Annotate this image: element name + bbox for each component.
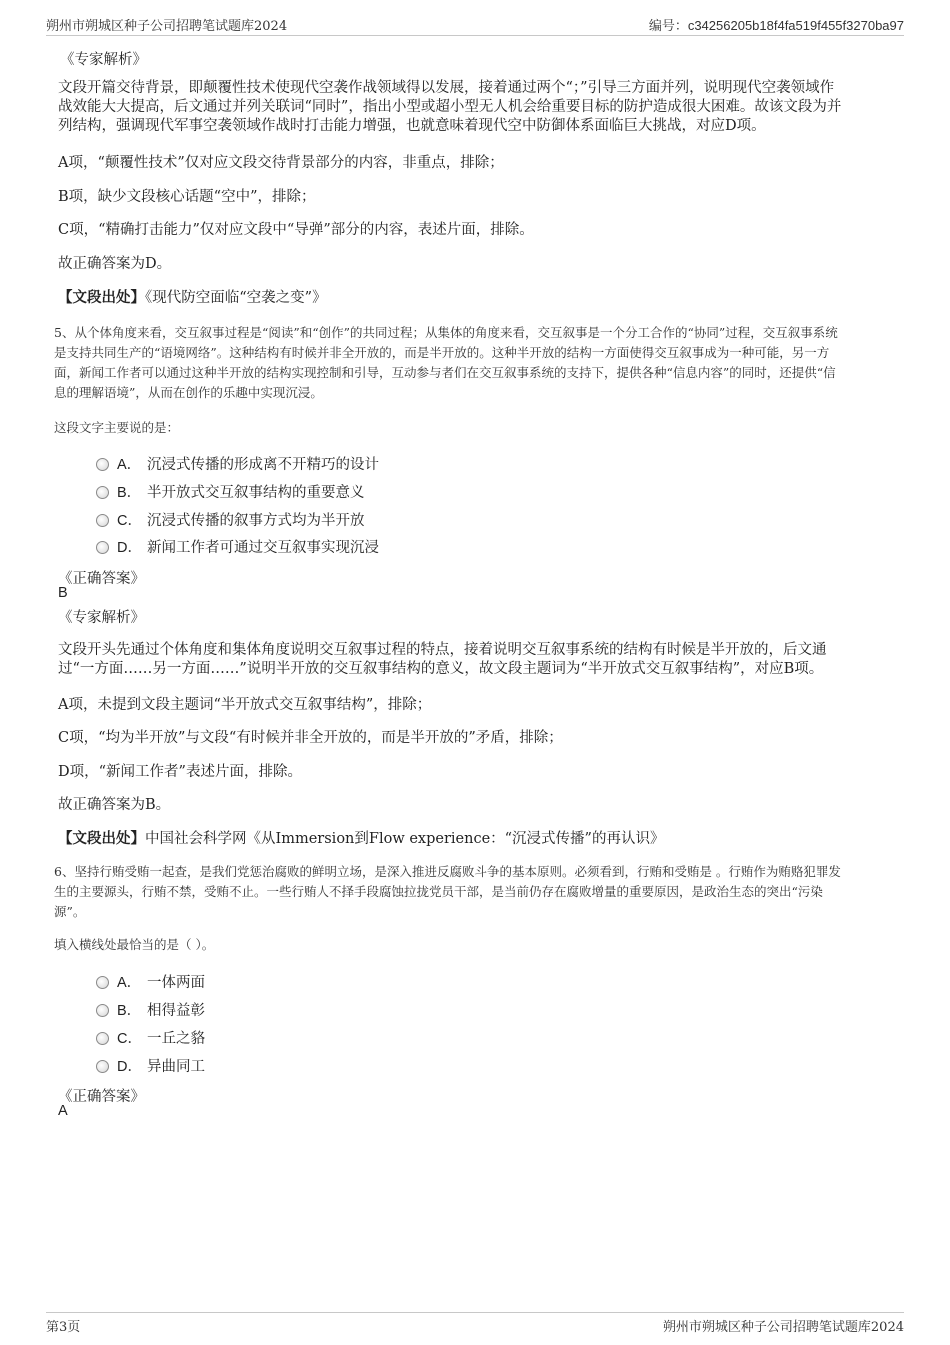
q5-source bbox=[58, 827, 664, 848]
footer-title: 朔州市朔城区种子公司招聘笔试题库2024 bbox=[662, 1320, 904, 1335]
q6-answer: A bbox=[58, 1103, 68, 1119]
page-footer bbox=[46, 1312, 904, 1335]
option-text: 沉浸式传播的形成离不开精巧的设计 bbox=[147, 457, 379, 473]
radio-icon[interactable] bbox=[96, 458, 109, 471]
q5-note-d: D项，“新闻工作者”表述片面，排除。 bbox=[58, 764, 302, 780]
option-text: 一体两面 bbox=[147, 975, 205, 991]
radio-icon[interactable] bbox=[96, 1060, 109, 1073]
q5-option-a[interactable] bbox=[96, 453, 379, 473]
q6-option-d[interactable] bbox=[96, 1055, 205, 1075]
q5-analysis bbox=[58, 641, 908, 679]
q6-option-b[interactable] bbox=[96, 999, 205, 1019]
radio-icon[interactable] bbox=[96, 976, 109, 989]
q4-analysis-line: 文段开篇交待背景，即颠覆性技术使现代空袭作战领域得以发展，接着通过两个“；”引导三方面并列，说明现代空袭领域作 bbox=[58, 80, 835, 96]
q6-option-a[interactable] bbox=[96, 971, 205, 991]
option-key: C． bbox=[117, 1031, 142, 1047]
radio-icon[interactable] bbox=[96, 541, 109, 554]
q5-option-c[interactable] bbox=[96, 509, 365, 529]
q5-option-b[interactable] bbox=[96, 481, 365, 501]
q5-analysis-line: 过“一方面……另一方面……”说明半开放的交互叙事结构的意义，故文段主题词为“半开放式交互叙事结构”，对应B项。 bbox=[58, 661, 824, 677]
q5-question-line: 是支持共同生产的“语境网络”。这种结构有时候并非全开放的，而是半开放的。这种半开放的结构一方面使得交互叙事成为一种可能，另一方 bbox=[54, 345, 830, 360]
option-text: 一丘之貉 bbox=[147, 1031, 205, 1047]
q4-source-label: 【文段出处】 bbox=[58, 289, 145, 306]
q5-question-line: 面，新闻工作者可以通过这种半开放的结构实现控制和引导，互动参与者们在交互叙事系统的支持下，提供各种“信息内容”的同时，还提供“信 bbox=[54, 365, 836, 380]
q6-question bbox=[54, 862, 904, 922]
q5-answer-title: 《正确答案》 bbox=[58, 571, 145, 587]
q5-prompt: 这段文字主要说的是： bbox=[54, 420, 180, 435]
option-key: D． bbox=[117, 540, 142, 556]
q5-note-a: A项，未提到文段主题词“半开放式交互叙事结构”，排除； bbox=[58, 697, 432, 713]
header-title: 朔州市朔城区种子公司招聘笔试题库2024 bbox=[46, 19, 288, 34]
footer-page-number: 第3页 bbox=[46, 1320, 81, 1335]
q6-option-c[interactable] bbox=[96, 1027, 205, 1047]
q6-prompt: 填入横线处最恰当的是（ ）。 bbox=[54, 937, 215, 952]
q5-analysis-title: 《专家解析》 bbox=[58, 610, 145, 626]
q4-analysis-title: 《专家解析》 bbox=[60, 52, 147, 68]
q4-conclusion: 故正确答案为D。 bbox=[58, 256, 172, 272]
q4-analysis-line: 战效能大大提高，后文通过并列关联词“同时”，指出小型或超小型无人机会给重要目标的防护造成很大困难。故该文段为并 bbox=[58, 99, 842, 115]
q4-analysis bbox=[58, 79, 908, 136]
q5-question-line: 息的理解语境”，从而在创作的乐趣中实现沉浸。 bbox=[54, 385, 323, 400]
q4-note-a: A项，“颠覆性技术”仅对应文段交待背景部分的内容，非重点，排除； bbox=[58, 155, 504, 171]
option-key: A． bbox=[117, 975, 142, 991]
q6-question-line: 6、坚持行贿受贿一起查，是我们党惩治腐败的鲜明立场，是深入推进反腐败斗争的基本原则。必须看到，行贿和受贿是 。行贿作为贿赂犯罪发 bbox=[54, 864, 841, 879]
q5-source-label: 【文段出处】 bbox=[58, 830, 145, 847]
option-key: A． bbox=[117, 457, 142, 473]
q6-question-line: 生的主要源头，行贿不禁，受贿不止。一些行贿人不择手段腐蚀拉拢党员干部，是当前仍存在腐败增量的重要原因，是政治生态的突出“污染 bbox=[54, 884, 823, 899]
option-text: 相得益彰 bbox=[147, 1003, 205, 1019]
q5-analysis-line: 文段开头先通过个体角度和集体角度说明交互叙事过程的特点，接着说明交互叙事系统的结构有时候是半开放的，后文通 bbox=[58, 642, 827, 658]
q5-question bbox=[54, 323, 904, 403]
option-key: B． bbox=[117, 1003, 142, 1019]
option-text: 沉浸式传播的叙事方式均为半开放 bbox=[147, 513, 365, 529]
option-key: D． bbox=[117, 1059, 142, 1075]
q4-note-c: C项，“精确打击能力”仅对应文段中“导弹”部分的内容，表述片面，排除。 bbox=[58, 222, 534, 238]
q5-conclusion: 故正确答案为B。 bbox=[58, 797, 171, 813]
q6-question-line: 源”。 bbox=[54, 904, 86, 919]
page-header bbox=[46, 13, 904, 36]
radio-icon[interactable] bbox=[96, 1004, 109, 1017]
q4-source bbox=[58, 286, 327, 307]
option-key: B． bbox=[117, 485, 142, 501]
q4-source-text: 《现代防空面临“空袭之变”》 bbox=[145, 290, 327, 306]
q5-option-d[interactable] bbox=[96, 536, 379, 556]
option-key: C． bbox=[117, 513, 142, 529]
q4-analysis-line: 列结构，强调现代军事空袭领域作战时打击能力增强，也就意味着现代空中防御体系面临巨大挑战，对应D项。 bbox=[58, 118, 766, 134]
q5-note-c: C项，“均为半开放”与文段“有时候并非全开放的，而是半开放的”矛盾，排除； bbox=[58, 730, 563, 746]
q5-source-text: 中国社会科学网《从Immersion到Flow experience：“沉浸式传播”的再认识》 bbox=[145, 831, 665, 847]
option-text: 半开放式交互叙事结构的重要意义 bbox=[147, 485, 365, 501]
header-code: 编号：c34256205b18f4fa519f455f3270ba97 bbox=[648, 18, 904, 33]
q6-answer-title: 《正确答案》 bbox=[58, 1089, 145, 1105]
q5-answer: B bbox=[58, 585, 68, 601]
q4-note-b: B项，缺少文段核心话题“空中”，排除； bbox=[58, 189, 316, 205]
radio-icon[interactable] bbox=[96, 1032, 109, 1045]
option-text: 新闻工作者可通过交互叙事实现沉浸 bbox=[147, 540, 379, 556]
option-text: 异曲同工 bbox=[147, 1059, 205, 1075]
radio-icon[interactable] bbox=[96, 486, 109, 499]
radio-icon[interactable] bbox=[96, 514, 109, 527]
q5-question-line: 5、从个体角度来看，交互叙事过程是“阅读”和“创作”的共同过程；从集体的角度来看，交互叙事是一个分工合作的“协同”过程，交互叙事系统 bbox=[54, 325, 838, 340]
